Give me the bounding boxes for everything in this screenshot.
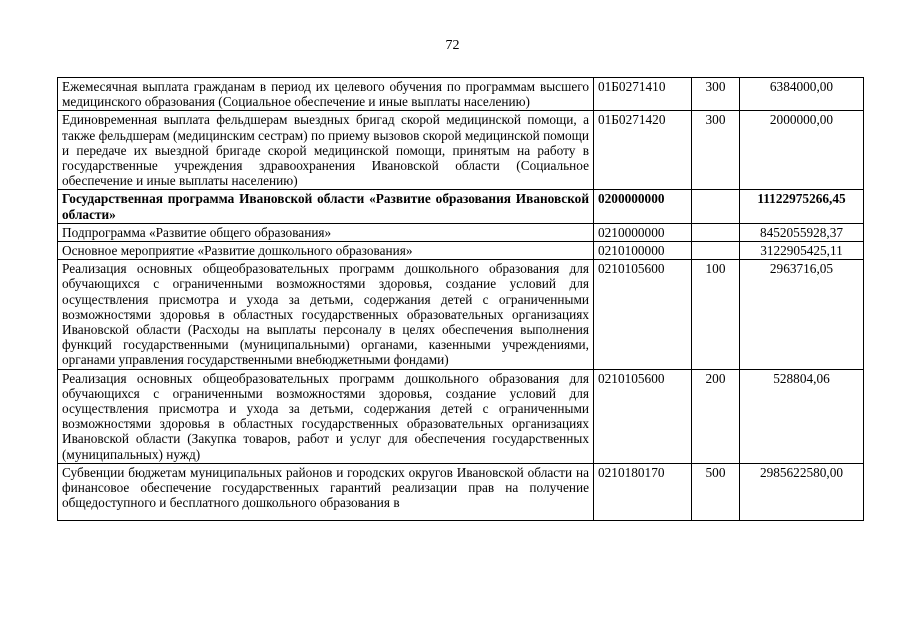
table-row — [58, 242, 864, 260]
row-amount: 2000000,00 — [740, 111, 864, 190]
row-name: Реализация основных общеобразовательных программ дошкольного образования для обучающихся с ограниченными возможностями здоровья, создание условий для осуществления присмотра и ухода за детьми, содержания детей с ограниченными возможностями здоровья в областных государственных образовательных организациях Ивановской области (Расходы на выплаты персоналу в целях обеспечения выполнения функций государственными (муниципальными) органами, казенными учреждениями, органами управления государственными внебюджетными фондами) — [58, 260, 594, 369]
row-name-cell — [58, 463, 594, 520]
row-amount: 2963716,05 — [740, 260, 864, 369]
row-code: 0210180170 — [594, 463, 692, 520]
row-type: 500 — [692, 463, 740, 520]
row-amount: 3122905425,11 — [740, 242, 864, 260]
table-row — [58, 223, 864, 241]
row-name: Реализация основных общеобразовательных программ дошкольного образования для обучающихся с ограниченными возможностями здоровья, создание условий для осуществления присмотра и ухода за детьми, содержания детей с ограниченными возможностями здоровья в областных государственных образовательных организациях Ивановской области (Закупка товаров, работ и услуг для обеспечения государственных (муниципальных) нужд) — [58, 369, 594, 463]
row-name: Основное мероприятие «Развитие дошкольного образования» — [58, 242, 594, 260]
row-type: 300 — [692, 78, 740, 111]
row-code: 0210100000 — [594, 242, 692, 260]
row-type — [692, 223, 740, 241]
budget-table — [57, 77, 864, 521]
row-type: 100 — [692, 260, 740, 369]
row-name: Ежемесячная выплата гражданам в период их целевого обучения по программам высшего медицинского образования (Социальное обеспечение и иные выплаты населению) — [58, 78, 594, 111]
row-amount: 2985622580,00 — [740, 463, 864, 520]
row-type — [692, 190, 740, 223]
table-row — [58, 369, 864, 463]
row-code: 0210000000 — [594, 223, 692, 241]
page-number: 72 — [445, 38, 460, 53]
row-name: Подпрограмма «Развитие общего образования» — [58, 223, 594, 241]
row-amount: 6384000,00 — [740, 78, 864, 111]
table-row — [58, 260, 864, 369]
row-code: 0200000000 — [594, 190, 692, 223]
row-code: 01Б0271420 — [594, 111, 692, 190]
table-row — [58, 190, 864, 223]
row-amount: 528804,06 — [740, 369, 864, 463]
row-amount: 8452055928,37 — [740, 223, 864, 241]
row-type: 300 — [692, 111, 740, 190]
row-amount: 11122975266,45 — [740, 190, 864, 223]
row-code: 01Б0271410 — [594, 78, 692, 111]
table-row — [58, 463, 864, 520]
row-code: 0210105600 — [594, 260, 692, 369]
table-row — [58, 111, 864, 190]
row-name: Субвенции бюджетам муниципальных районов и городских округов Ивановской области на финансовое обеспечение государственных гарантий реализации прав на получение общедоступного и бесплатного дошкольного образования в — [62, 464, 589, 511]
row-name: Государственная программа Ивановской области «Развитие образования Ивановской области» — [58, 190, 594, 223]
table-row — [58, 78, 864, 111]
row-name: Единовременная выплата фельдшерам выездных бригад скорой медицинской помощи, а также фельдшерам (медицинским сестрам) по приему вызовов скорой медицинской помощи и передаче их выездной бригаде скорой медицинской помощи, принятым на работу в государственные учреждения здравоохранения Ивановской области (Социальное обеспечение и иные выплаты населению) — [58, 111, 594, 190]
row-type: 200 — [692, 369, 740, 463]
row-type — [692, 242, 740, 260]
row-code: 0210105600 — [594, 369, 692, 463]
